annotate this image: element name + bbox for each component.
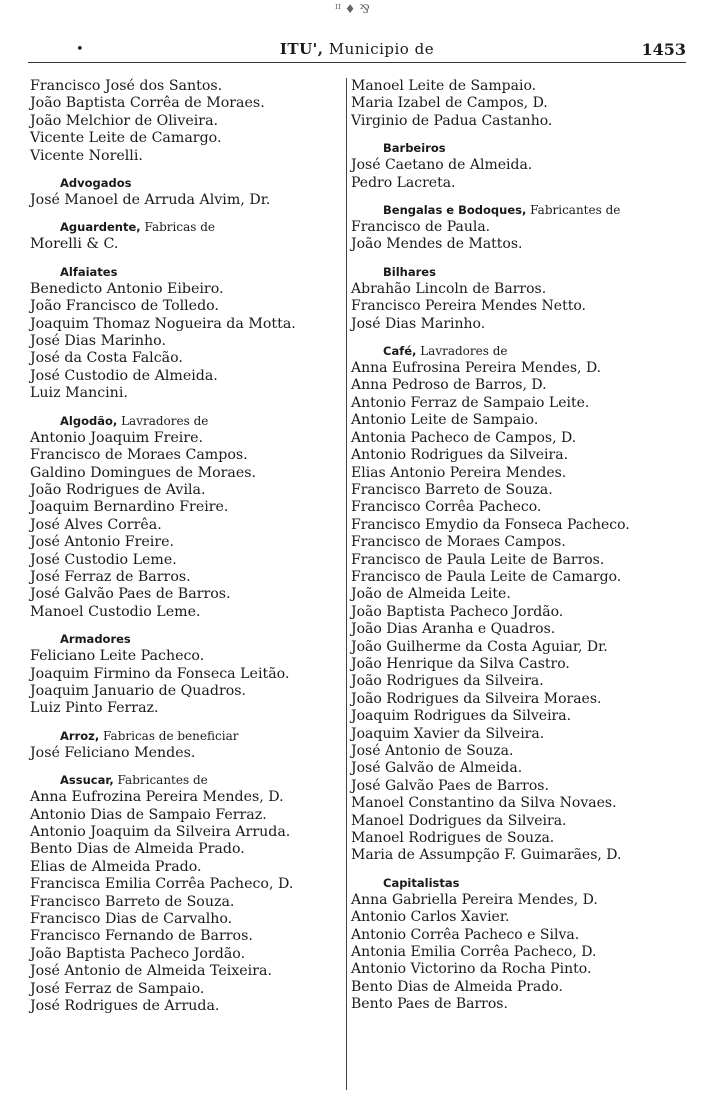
section-heading-label: Café, [383,344,417,359]
section-heading-label: Barbeiros [383,141,446,156]
entry-line: Anna Pedroso de Barros, D. [351,377,547,394]
entry-line: Galdino Domingues de Moraes. [30,464,257,481]
section-algodao [30,413,335,621]
entry-line: Abrahão Lincoln de Barros. [351,280,547,297]
entry-line: Elias de Almeida Prado. [30,858,202,875]
section-heading [351,202,691,219]
entry-line: Manoel Custodio Leme. [30,603,201,620]
section-heading-label: Assucar, [60,773,114,788]
entry-line: Francisco de Moraes Campos. [30,447,248,464]
section-heading-label: Alfaiates [60,264,118,279]
entry-line: Joaquim Thomaz Nogueira da Motta. [30,315,296,332]
entry-line: José Feliciano Mendes. [30,744,196,761]
entry-line: João Dias Aranha e Quadros. [351,621,556,638]
section-heading-sub: Fabricantes de [113,773,208,788]
entry-line: Elias Antonio Pereira Mendes. [351,464,567,481]
entry-line: João Melchior de Oliveira. [30,112,219,129]
entry-line: Manoel Rodrigues de Souza. [351,830,555,847]
section-cafe [351,343,691,865]
section-barbeiros [351,140,691,192]
entry-line: José Ferraz de Barros. [30,568,191,585]
section-heading [30,175,335,192]
section-heading-label: Advogados [60,176,132,191]
entry-line: José Custodio Leme. [30,551,177,568]
section-heading-sub: Fabricas de [140,220,216,235]
section-heading-label: Aguardente, [60,220,141,235]
right-column [346,78,691,1090]
entry-line: Antonio Leite de Sampaio. [351,412,539,429]
entry-line: Vicente Norelli. [30,147,143,164]
section-heading [30,631,335,648]
entry-line: Joaquim Firmino da Fonseca Leitão. [30,665,290,682]
entry-line: Maria Izabel de Campos, D. [351,95,548,112]
section-capitalistas [351,875,691,1014]
entry-line: Luiz Pinto Ferraz. [30,700,159,717]
entry-line: José Dias Marinho. [30,333,166,350]
title-rest: Municipio de [323,40,435,58]
section-advogados [30,175,335,209]
entry-line: Benedicto Antonio Eibeiro. [30,280,224,297]
section-assucar [30,772,335,1015]
entry-line: Antonio Joaquim Freire. [30,429,204,446]
entry-line: Antonio Victorino da Rocha Pinto. [351,961,592,978]
section-heading-sub: Lavradores de [117,413,209,428]
entry-line: Antonio Rodrigues da Silveira. [351,447,569,464]
entry-line: João Rodrigues da Silveira Moraes. [351,690,602,707]
section-heading [30,413,335,430]
entry-line: Manoel Constantino da Silva Novaes. [351,795,617,812]
section-heading-sub: Lavradores de [416,344,508,359]
entry-line: João Rodrigues de Avila. [30,481,206,498]
page-number: 1453 [641,40,686,59]
entry-line: José Galvão de Almeida. [351,760,523,777]
entry-line: Antonio Dias de Sampaio Ferraz. [30,806,267,823]
section-heading-sub: Fabricas de beneficiar [99,728,239,743]
entry-line: Francisco de Moraes Campos. [351,534,566,551]
entry-line: Manoel Dodrigues da Silveira. [351,812,567,829]
section-alfaiates [30,264,335,403]
entry-line: Pedro Lacreta. [351,174,456,191]
entry-line: Antonio Ferraz de Sampaio Leite. [351,394,590,411]
entry-line: José Ferraz de Sampaio. [30,980,205,997]
section-bengalas-e-bodoques [351,202,691,254]
section-heading-label: Bengalas e Bodoques, [383,203,527,218]
entry-line: Francisco Fernando de Barros. [30,928,253,945]
entry-line: Francisco de Paula Leite de Barros. [351,551,605,568]
entry-line: Virginio de Padua Castanho. [351,112,553,129]
entry-line: José Alves Corrêa. [30,516,162,533]
page-title [28,40,686,58]
entry-line: Francisco Pereira Mendes Netto. [351,298,586,315]
section-heading-label: Capitalistas [383,875,460,890]
entry-line: Bento Dias de Almeida Prado. [351,978,563,995]
entry-line: Francisco de Paula Leite de Camargo. [351,568,622,585]
entry-line: Manoel Leite de Sampaio. [351,78,537,94]
entry-line: João Guilherme da Costa Aguiar, Dr. [351,638,608,655]
entry-line: Francisco Barreto de Souza. [30,893,235,910]
section-heading [351,343,691,360]
entry-line: José Manoel de Arruda Alvim, Dr. [30,192,271,209]
section-heading [30,219,335,236]
top-marks: ᴵᴵ ♦ ⅋ [335,2,371,16]
entry-line: Joaquim Xavier da Silveira. [351,725,545,742]
entry-line: Vicente Leite de Camargo. [30,130,222,147]
page-header [28,36,686,63]
title-bold: ITU', [279,40,324,58]
section-heading [30,772,335,789]
section-heading [30,728,335,745]
entry-line: José Antonio Freire. [30,534,175,551]
entry-line: João Rodrigues da Silveira. [351,673,544,690]
entry-line: Antonia Emilia Corrêa Pacheco, D. [351,944,597,961]
section-heading [30,264,335,281]
section-heading-sub: Fabricantes de [526,203,621,218]
entry-line: João de Almeida Leite. [351,586,511,603]
entry-line: João Henrique da Silva Castro. [351,655,570,672]
entry-line: Francisco de Paula. [351,219,491,236]
entry-line: José Caetano de Almeida. [351,157,533,174]
left-column [30,78,335,1015]
header-bullet: • [76,42,84,57]
entry-line: Antonio Corrêa Pacheco e Silva. [351,926,580,943]
entry-line: José Galvão Paes de Barros. [351,777,549,794]
entry-line: João Baptista Pacheco Jordão. [351,603,564,620]
section-heading [351,140,691,157]
entry-line: João Francisco de Tolledo. [30,298,219,315]
entry-line: Anna Gabriella Pereira Mendes, D. [351,891,598,908]
section-heading-label: Bilhares [383,264,436,279]
entry-line: Joaquim Januario de Quadros. [30,682,247,699]
entry-line: Joaquim Rodrigues da Silveira. [351,708,572,725]
entry-line: Francisco José dos Santos. [30,78,223,94]
entry-line: Anna Eufrosina Pereira Mendes, D. [351,360,602,377]
entry-line: Bento Paes de Barros. [351,996,508,1013]
entry-line: João Mendes de Mattos. [351,236,523,253]
entry-line: João Baptista Corrêa de Moraes. [30,95,265,112]
entry-line: Feliciano Leite Pacheco. [30,648,205,665]
entry-line: Francisco Dias de Carvalho. [30,911,233,928]
entry-line: Luiz Mancini. [30,385,128,402]
entry-line: João Baptista Pacheco Jordão. [30,945,246,962]
entry-line: Antonio Carlos Xavier. [351,909,510,926]
entry-line: Francisco Corrêa Pacheco. [351,499,542,516]
entry-line: José Antonio de Almeida Teixeira. [30,963,272,980]
entry-line: José Rodrigues de Arruda. [30,998,220,1015]
entry-line: José Antonio de Souza. [351,743,514,759]
entry-line: Francisco Emydio da Fonseca Pacheco. [351,516,630,533]
entry-line: Francisca Emilia Corrêa Pacheco, D. [30,876,294,893]
entry-line: Antonia Pacheco de Campos, D. [351,429,577,446]
section-heading-label: Arroz, [60,728,100,743]
entry-line: Maria de Assumpção F. Guimarães, D. [351,847,622,864]
entry-line: Anna Eufrozina Pereira Mendes, D. [30,789,284,806]
entry-line: Francisco Barreto de Souza. [351,481,553,498]
entry-line: Antonio Joaquim da Silveira Arruda. [30,824,291,840]
section-aguardente [30,219,335,253]
section-arroz [30,728,335,762]
section-armadores [30,631,335,718]
section-heading [351,264,691,281]
entry-line: José Dias Marinho. [351,315,486,332]
entry-line: José Galvão Paes de Barros. [30,586,231,603]
entry-line: José Custodio de Almeida. [30,367,218,384]
section-heading-label: Algodão, [60,413,118,428]
section-heading-label: Armadores [60,632,131,647]
entry-line: Morelli & C. [30,236,119,253]
section-bilhares [351,264,691,333]
entry-line: José da Costa Falcão. [30,350,183,367]
entry-line: Joaquim Bernardino Freire. [30,499,229,516]
section-heading [351,875,691,892]
entry-line: Bento Dias de Almeida Prado. [30,841,245,858]
